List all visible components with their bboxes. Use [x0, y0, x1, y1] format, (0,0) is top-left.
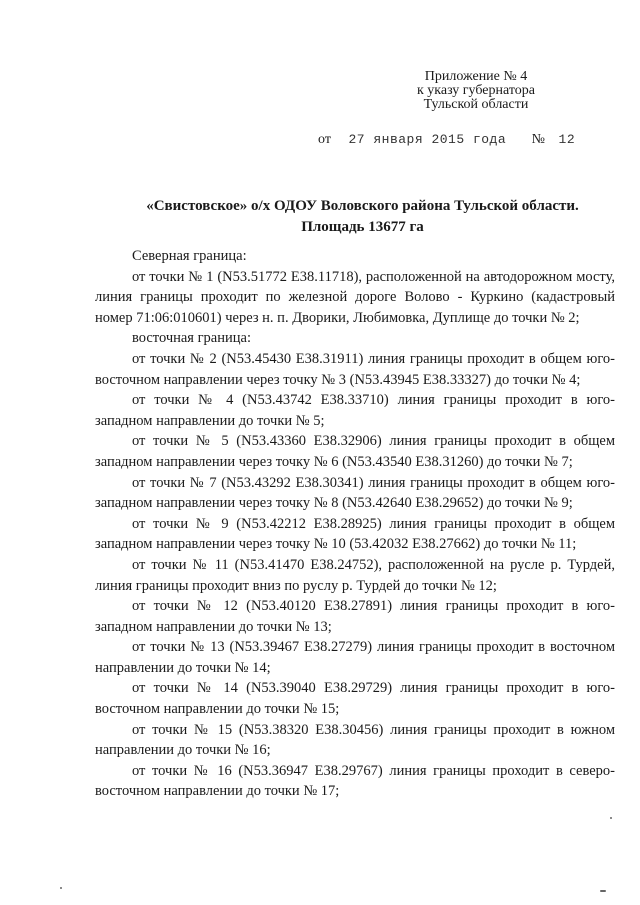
document-body	[95, 246, 615, 802]
title-line-2: Площадь 13677 га	[301, 219, 424, 235]
paragraph: от точки № 7 (N53.43292 E38.30341) линия границы проходит в общем юго-западном направлении через точку № 8 (N53.42640 E38.29652) до точки № 9;	[95, 474, 615, 512]
paragraph: восточная граница:	[132, 330, 251, 347]
document-title	[100, 196, 625, 238]
appendix-header	[386, 70, 566, 112]
title-line-1: «Свистовское» о/х ОДОУ Воловского района Тульской области.	[146, 198, 579, 214]
date-line	[318, 132, 575, 148]
paragraph: от точки № 2 (N53.45430 E38.31911) линия границы проходит в общем юго-восточном направлении через точку № 3 (N53.43945 E38.33327) до точки № 4;	[95, 350, 615, 388]
paragraph: от точки № 15 (N53.38320 E38.30456) линия границы проходит в южном направлении до точки № 16;	[95, 721, 615, 759]
scan-speck	[60, 887, 62, 889]
paragraph: от точки № 5 (N53.43360 E38.32906) линия границы проходит в общем западном направлении через точку № 6 (N53.43540 E38.31260) до точки № 7;	[95, 433, 615, 470]
paragraph: от точки № 16 (N53.36947 E38.29767) линия границы проходит в северо-восточном направлении до точки № 17;	[95, 762, 615, 800]
paragraph: от точки № 11 (N53.41470 E38.24752), расположенной на русле р. Турдей, линия границы проходит вниз по руслу р. Турдей до точки № 12;	[95, 556, 615, 594]
appendix-number: Приложение № 4	[424, 69, 528, 84]
paragraph: от точки № 4 (N53.43742 E38.33710) линия границы проходит в юго-западном направлении до точки № 5;	[95, 392, 615, 429]
paragraph: от точки № 12 (N53.40120 E38.27891) линия границы проходит в юго-западном направлении до точки № 13;	[95, 598, 615, 635]
paragraph: от точки № 1 (N53.51772 E38.11718), расположенной на автодорожном мосту, линия границы проходит по железной дороге Волово - Куркино (кадастровый номер 71:06:010601) через н. п. Дворики, Любимовка, Дуплище до точки № 2;	[95, 268, 615, 326]
paragraph: от точки № 9 (N53.42212 E38.28925) линия границы проходит в общем западном направлении через точку № 10 (53.42032 E38.27662) до точки № 11;	[95, 515, 615, 553]
decree-number: 12	[558, 132, 576, 147]
paragraph: от точки № 13 (N53.39467 E38.27279) линия границы проходит в восточном направлении до точки № 14;	[95, 639, 615, 676]
date-stamp: 27 января 2015 года	[348, 132, 507, 147]
scan-speck	[600, 890, 606, 892]
decree-reference: к указу губернатора	[416, 83, 536, 98]
date-from-label: от	[318, 132, 331, 147]
region-name: Тульской области	[423, 97, 529, 112]
scan-speck	[610, 817, 612, 819]
paragraph: Северная граница:	[132, 248, 247, 264]
number-label: №	[531, 132, 546, 147]
paragraph: от точки № 14 (N53.39040 E38.29729) линия границы проходит в юго-восточном направлении до точки № 15;	[95, 680, 615, 718]
